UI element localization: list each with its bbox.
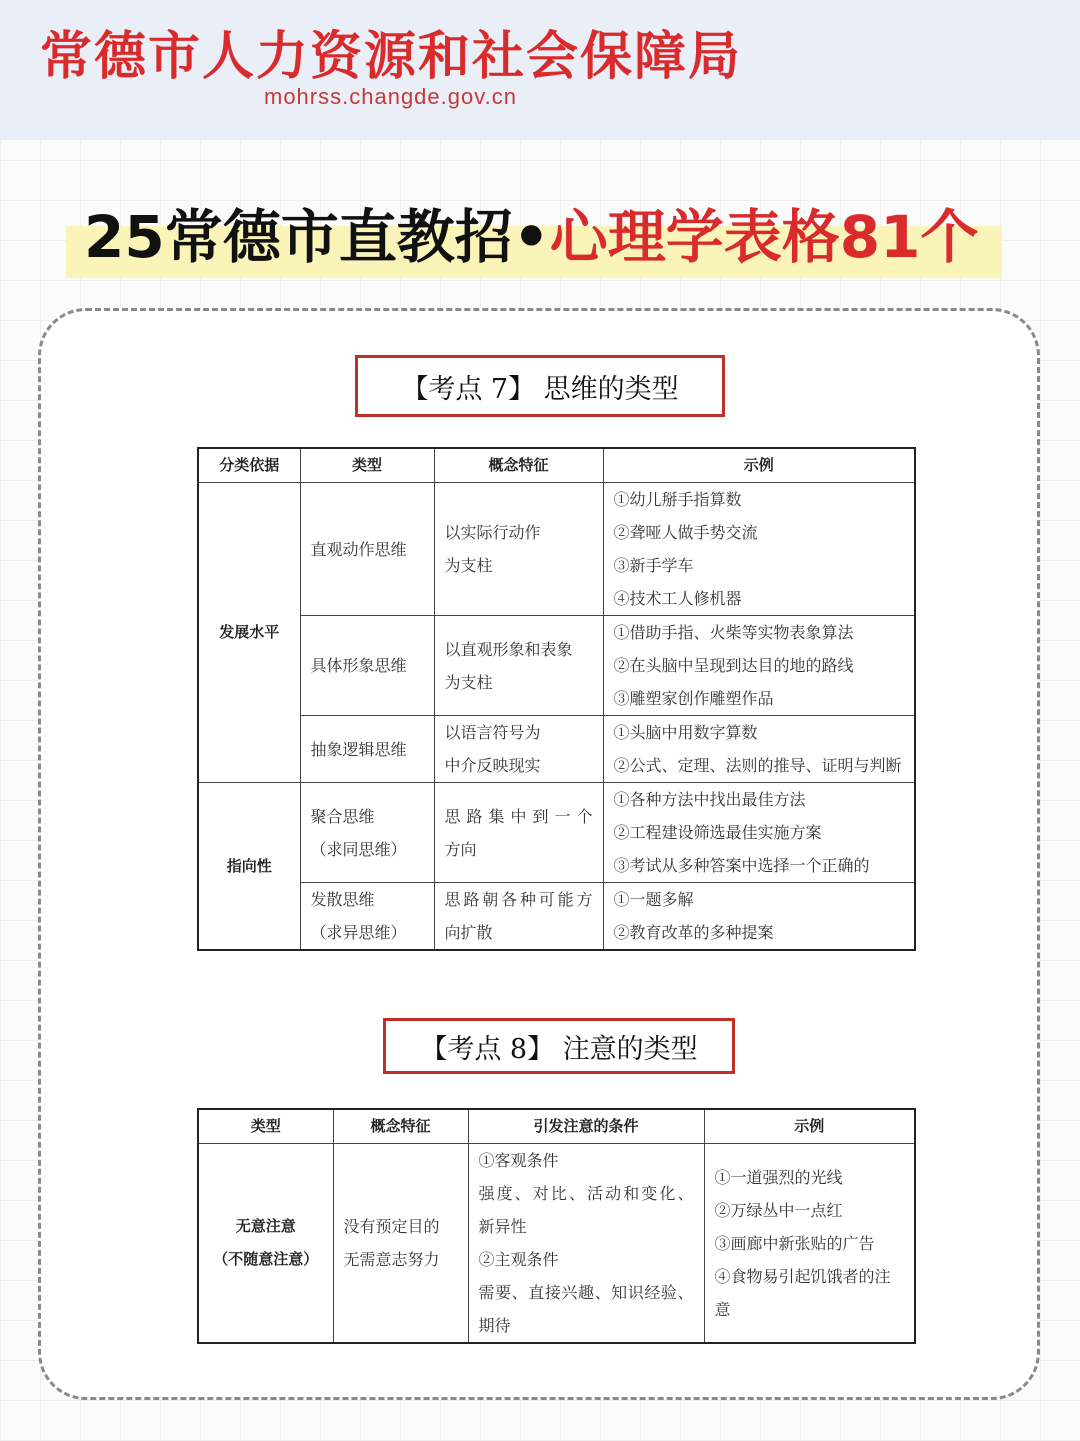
- type-cell: [198, 1144, 333, 1344]
- example-item: ③新手学车: [613, 556, 694, 575]
- header-cell: 概念特征: [434, 448, 603, 483]
- table-row: [198, 483, 915, 616]
- feature-cell: [434, 716, 603, 783]
- example-item: ②聋哑人做手势交流: [613, 523, 758, 542]
- example-item: ③考试从多种答案中选择一个正确的: [613, 856, 870, 875]
- header-cell: 类型: [198, 1109, 333, 1144]
- feature-line: 以语言符号为: [444, 723, 541, 742]
- feature-line: 方向: [444, 839, 477, 859]
- example-item: ②在头脑中呈现到达目的地的路线: [613, 656, 854, 675]
- feature-cell: [434, 616, 603, 716]
- table-header-row: [198, 1109, 915, 1144]
- org-url: mohrss.changde.gov.cn: [264, 84, 517, 109]
- type-cell: [300, 883, 434, 951]
- title-part-1: 25常德市直教招•: [84, 203, 550, 271]
- type-line: （不随意注意）: [213, 1250, 319, 1268]
- feature-cell: [434, 483, 603, 616]
- thinking-types-table: [197, 447, 916, 951]
- type-line: （求异思维）: [310, 923, 407, 942]
- condition-item: 强度、对比、活动和变化、: [478, 1184, 694, 1203]
- feature-line: 向扩散: [444, 923, 493, 942]
- basis-cell: 发展水平: [198, 483, 300, 783]
- example-item: ①一道强烈的光线: [714, 1167, 843, 1187]
- type-cell: 具体形象思维: [300, 616, 434, 716]
- header-cell: 概念特征: [333, 1109, 468, 1144]
- example-cell: [603, 483, 915, 616]
- feature-cell: [434, 883, 603, 951]
- condition-item: 新异性: [478, 1217, 527, 1236]
- conditions-cell: [468, 1144, 704, 1344]
- table-header-row: [198, 448, 915, 483]
- condition-item: ②主观条件: [478, 1250, 559, 1269]
- section-7-heading: 【考点 7】 思维的类型: [355, 355, 725, 417]
- section-8-heading: 【考点 8】 注意的类型: [383, 1018, 735, 1074]
- header-banner: [0, 0, 1080, 140]
- example-item: ②公式、定理、法则的推导、证明与判断: [613, 756, 902, 775]
- type-line: （求同思维）: [310, 839, 407, 859]
- example-item: ①借助手指、火柴等实物表象算法: [613, 623, 854, 642]
- example-item: ①幼儿掰手指算数: [613, 490, 742, 509]
- table-row: [198, 616, 915, 716]
- type-cell: 抽象逻辑思维: [300, 716, 434, 783]
- type-cell: 直观动作思维: [300, 483, 434, 616]
- example-item: ①各种方法中找出最佳方法: [613, 790, 806, 809]
- example-cell: [603, 616, 915, 716]
- page-title: [84, 190, 979, 274]
- basis-cell: 指向性: [198, 783, 300, 951]
- type-cell: [300, 783, 434, 883]
- example-item: ④食物易引起饥饿者的注意: [714, 1266, 891, 1319]
- example-item: ②工程建设筛选最佳实施方案: [613, 823, 822, 842]
- header-cell: 引发注意的条件: [468, 1109, 704, 1144]
- header-cell: 示例: [704, 1109, 915, 1144]
- example-item: ①头脑中用数字算数: [613, 723, 758, 742]
- header-cell: 分类依据: [198, 448, 300, 483]
- feature-line: 思路朝各种可能方: [444, 890, 593, 909]
- example-cell: [603, 883, 915, 951]
- condition-item: 需要、直接兴趣、知识经验、: [478, 1283, 694, 1302]
- header-cell: 类型: [300, 448, 434, 483]
- feature-line: 思路集中到一个: [444, 806, 593, 826]
- type-line: 聚合思维: [310, 806, 375, 826]
- table-row: [198, 783, 915, 883]
- org-name: 常德市人力资源和社会保障局: [40, 27, 743, 87]
- feature-line: 以实际行动作: [444, 523, 541, 542]
- example-cell: [603, 783, 915, 883]
- example-item: ③雕塑家创作雕塑作品: [613, 689, 774, 708]
- table-row: [198, 1144, 915, 1344]
- feature-line: 为支柱: [444, 672, 493, 692]
- feature-line: 为支柱: [444, 556, 493, 575]
- feature-cell: [434, 783, 603, 883]
- feature-line: 无需意志努力: [343, 1250, 440, 1269]
- condition-item: 期待: [478, 1316, 511, 1335]
- feature-line: 中介反映现实: [444, 756, 541, 775]
- feature-line: 没有预定目的: [343, 1217, 440, 1236]
- example-item: ②教育改革的多种提案: [613, 923, 774, 942]
- example-cell: [603, 716, 915, 783]
- header-cell: 示例: [603, 448, 915, 483]
- example-cell: [704, 1144, 915, 1344]
- example-item: ④技术工人修机器: [613, 589, 742, 608]
- feature-line: 以直观形象和表象: [444, 639, 573, 659]
- attention-types-table: [197, 1108, 916, 1344]
- feature-cell: [333, 1144, 468, 1344]
- table-row: [198, 883, 915, 951]
- title-part-2: 心理学表格81个: [549, 203, 979, 271]
- type-line: 无意注意: [235, 1217, 296, 1235]
- table-row: [198, 716, 915, 783]
- condition-item: ①客观条件: [478, 1151, 559, 1170]
- example-item: ①一题多解: [613, 890, 694, 909]
- example-item: ②万绿丛中一点红: [714, 1200, 843, 1220]
- example-item: ③画廊中新张贴的广告: [714, 1233, 875, 1253]
- type-line: 发散思维: [310, 890, 375, 909]
